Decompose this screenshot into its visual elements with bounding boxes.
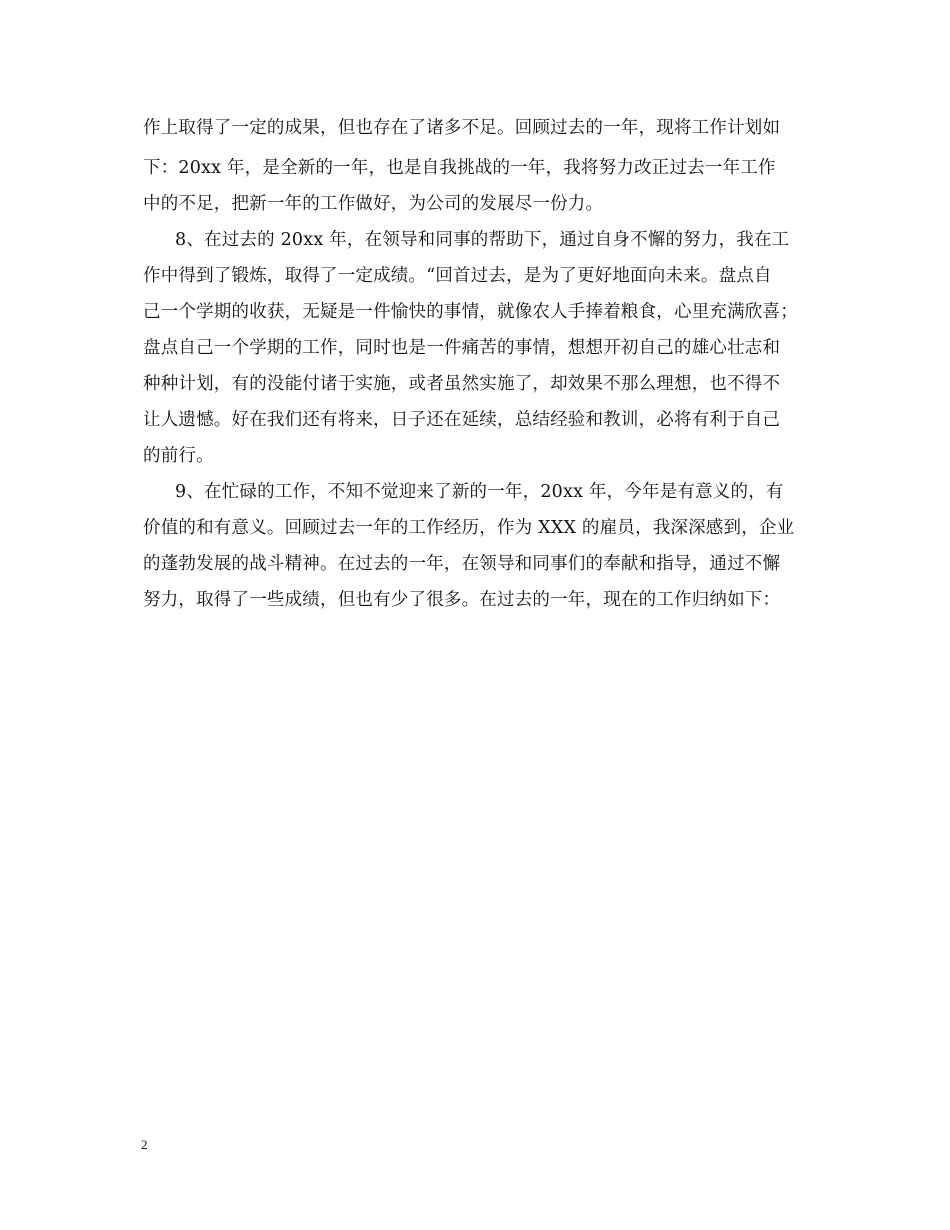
paragraph-line: 种种计划，有的没能付诸于实施，或者虽然实施了，却效果不那么理想，也不得不 [143, 374, 781, 394]
paragraph-line: 让人遗憾。好在我们还有将来，日子还在延续，总结经验和教训，必将有利于自己 [143, 410, 781, 430]
paragraph-line: 作上取得了一定的成果，但也存在了诸多不足。回顾过去的一年，现将工作计划如 [143, 118, 781, 138]
paragraph-line: 的前行。 [143, 446, 214, 466]
paragraph-line: 8、在过去的 20xx 年，在领导和同事的帮助下，通过自身不懈的努力，我在工 [175, 230, 790, 250]
paragraph-line: 价值的和有意义。回顾过去一年的工作经历，作为 XXX 的雇员，我深深感到，企业 [143, 518, 795, 538]
paragraph-line: 努力，取得了一些成绩，但也有少了很多。在过去的一年，现在的工作归纳如下： [143, 590, 781, 610]
paragraph-line: 的蓬勃发展的战斗精神。在过去的一年，在领导和同事们的奉献和指导，通过不懈 [143, 554, 781, 574]
paragraph-line: 己一个学期的收获，无疑是一件愉快的事情，就像农人手捧着粮食，心里充满欣喜； [143, 302, 798, 322]
paragraph-line: 盘点自己一个学期的工作，同时也是一件痛苦的事情，想想开初自己的雄心壮志和 [143, 338, 781, 358]
page-number: 2 [141, 1137, 148, 1152]
paragraph-line: 9、在忙碌的工作，不知不觉迎来了新的一年，20xx 年，今年是有意义的，有 [175, 482, 784, 502]
paragraph-line: 下：20xx 年，是全新的一年，也是自我挑战的一年，我将努力改正过去一年工作 [143, 158, 776, 178]
paragraph-line: 作中得到了锻炼，取得了一定成绩。“回首过去，是为了更好地面向未来。盘点自 [143, 266, 772, 286]
paragraph-line: 中的不足，把新一年的工作做好，为公司的发展尽一份力。 [143, 194, 604, 214]
